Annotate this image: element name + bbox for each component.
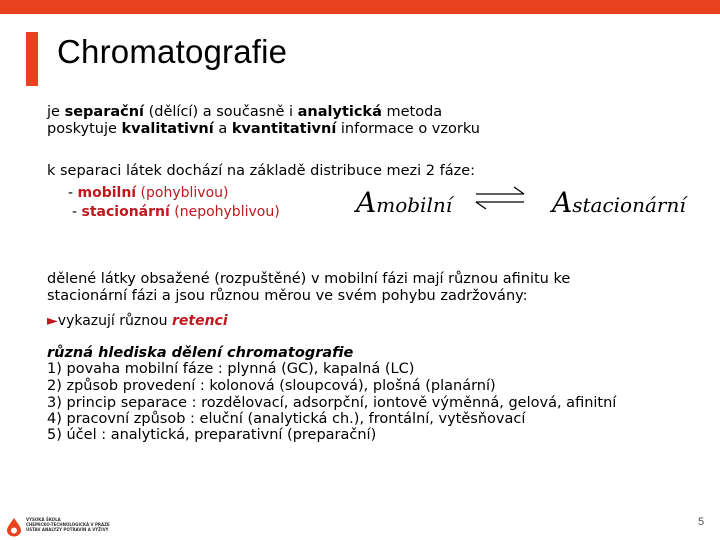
list-item: 5) účel : analytická, preparativní (preparační) xyxy=(47,427,377,443)
term-analyticka: analytická xyxy=(297,104,382,120)
slide-title: Chromatografie xyxy=(57,33,288,70)
term-kvantitativni: kvantitativní xyxy=(231,121,337,137)
retention-text: vykazují různou xyxy=(57,313,172,329)
affinity-line-2: stacionární fázi a jsou různou měrou ve svém pohybu zadržovány: xyxy=(47,288,528,304)
stationary-phase-note: (nepohyblivou) xyxy=(169,204,280,220)
intro-text: a xyxy=(213,121,232,137)
equation-symbol: A xyxy=(356,186,377,219)
term-retence: retenci xyxy=(171,313,228,329)
bullet-dash: - xyxy=(68,185,78,201)
institution-name xyxy=(26,517,110,532)
institution-line: CHEMICKO-TECHNOLOGICKÁ V PRAZE xyxy=(26,522,110,527)
intro-text: metoda xyxy=(381,104,443,120)
institution-line: VYSOKÁ ŠKOLA xyxy=(26,517,61,522)
stationary-phase-item xyxy=(72,204,280,220)
mobile-phase-item xyxy=(68,185,228,201)
equation-right xyxy=(552,186,686,219)
list-item: 3) princip separace : rozdělovací, adsorpční, iontově výměnná, gelová, afinitní xyxy=(47,395,617,411)
equation-left xyxy=(356,186,452,219)
intro-line-1 xyxy=(47,104,442,120)
triangle-right-icon: ► xyxy=(47,313,58,329)
equilibrium-arrows-icon xyxy=(470,183,530,213)
mobile-phase-note: (pohyblivou) xyxy=(136,185,229,201)
term-kvalitativni: kvalitativní xyxy=(121,121,214,137)
division-heading: různá hlediska dělení chromatografie xyxy=(47,345,354,361)
institution-line: ÚSTAV ANALÝZY POTRAVIN A VÝŽIVY xyxy=(26,527,109,532)
affinity-line-1: dělené látky obsažené (rozpuštěné) v mobilní fázi mají různou afinitu ke xyxy=(47,271,571,287)
distribution-sentence: k separaci látek dochází na základě distribuce mezi 2 fáze: xyxy=(47,163,476,179)
flame-drop-icon xyxy=(6,517,22,537)
equation-subscript: mobilní xyxy=(376,193,453,217)
equation-subscript: stacionární xyxy=(572,193,686,217)
intro-text: je xyxy=(47,104,65,120)
top-accent-bar xyxy=(0,0,720,14)
list-item: 1) povaha mobilní fáze : plynná (GC), kapalná (LC) xyxy=(47,361,415,377)
term-separacni: separační xyxy=(64,104,145,120)
intro-line-2 xyxy=(47,121,480,137)
intro-text: informace o vzorku xyxy=(336,121,480,137)
list-item: 4) pracovní způsob : eluční (analytická ch.), frontální, vytěsňovací xyxy=(47,411,526,427)
intro-text: poskytuje xyxy=(47,121,122,137)
retention-item xyxy=(47,312,228,330)
page-number: 5 xyxy=(698,516,705,528)
title-accent-bar xyxy=(26,32,38,86)
list-item: 2) způsob provedení : kolonová (sloupcová), plošná (planární) xyxy=(47,378,496,394)
bullet-dash: - xyxy=(72,204,82,220)
term-stacionarni: stacionární xyxy=(81,204,170,220)
intro-text: (dělící) a současně i xyxy=(144,104,298,120)
equation-symbol: A xyxy=(552,186,573,219)
term-mobilni: mobilní xyxy=(77,185,137,201)
